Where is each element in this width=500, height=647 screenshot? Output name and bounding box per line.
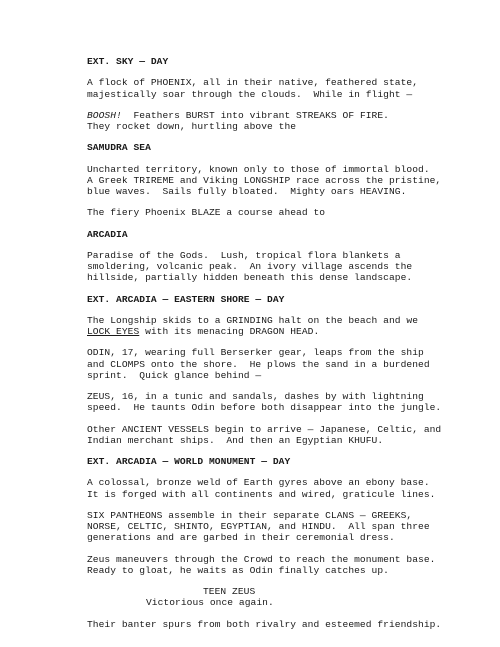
action-boosh-line2: They rocket down, hurtling above the [87,121,297,132]
boosh-rest: Feathers BURST into vibrant STREAKS OF FIRE. [121,109,389,121]
action-phoenix-line1: A flock of PHOENIX, all in their native, feathered state, [87,77,419,89]
action-pantheons-line2: NORSE, CELTIC, SHINTO, EGYPTIAN, and HINDU. All span three [87,521,430,533]
action-pantheons-line1: SIX PANTHEONS assemble in their separate CLANS — GREEKS, [87,509,413,521]
action-monument-line1: A colossal, bronze weld of Earth gyres above an ebony base. [87,477,430,489]
action-odin-line1: ODIN, 17, wearing full Berserker gear, leaps from the ship [87,347,424,359]
action-pantheons-line3: generations and are garbed in their ceremonial dress. [87,532,395,544]
action-blaze: The fiery Phoenix BLAZE a course ahead to [87,207,326,219]
action-banter: Their banter spurs from both rivalry and esteemed friendship. [87,618,442,630]
action-vessels-line2: Indian merchant ships. And then an Egyptian KHUFU. [87,434,384,446]
action-boosh-line1 [87,110,389,122]
action-samudra-line1: Uncharted territory, known only to those of immortal blood. [87,163,430,175]
lock-eyes-text: LOCK EYES [87,326,140,338]
action-arcadia-line3: hillside, partially hidden beneath this dense landscape. [87,272,413,284]
scene-heading-sky: EXT. SKY — DAY [87,56,169,67]
action-zeus-monument-line1: Zeus maneuvers through the Crowd to reach the monument base. [87,553,436,565]
dialogue-teen-zeus: Victorious once again. [146,597,274,609]
action-arcadia-line2: smoldering, volcanic peak. An ivory village ascends the [87,261,413,273]
action-odin-line3: sprint. Quick glance behind — [87,369,262,381]
scene-heading-eastern-shore: EXT. ARCADIA — EASTERN SHORE — DAY [87,293,285,305]
action-longship-line1: The Longship skids to a GRINDING halt on the beach and we [87,314,419,326]
action-samudra-line2: A Greek TRIREME and Viking LONGSHIP race across the pristine, [87,174,442,186]
longship-rest: with its menacing DRAGON HEAD. [139,326,320,338]
action-phoenix-line2: majestically soar through the clouds. While in flight — [87,88,413,100]
action-odin-line2: and CLOMPS onto the shore. He plows the sand in a burdened [87,358,430,370]
action-zeus-line1: ZEUS, 16, in a tunic and sandals, dashes by with lightning [87,391,424,403]
character-cue-teen-zeus: TEEN ZEUS [203,586,256,598]
action-vessels-line1: Other ANCIENT VESSELS begin to arrive — Japanese, Celtic, and [87,423,442,435]
action-monument-line2: It is forged with all continents and wired, graticule lines. [87,488,436,500]
scene-heading-arcadia: ARCADIA [87,228,128,240]
boosh-text: BOOSH! [87,109,122,121]
action-arcadia-line1: Paradise of the Gods. Lush, tropical flora blankets a [87,249,401,261]
scene-heading-samudra: SAMUDRA SEA [87,142,151,154]
action-zeus-line2: speed. He taunts Odin before both disappear into the jungle. [87,402,442,414]
scene-heading-world-monument: EXT. ARCADIA — WORLD MONUMENT — DAY [87,456,291,468]
action-longship-line2 [87,326,319,338]
action-samudra-line3: blue waves. Sails fully bloated. Mighty oars HEAVING. [87,186,407,197]
action-zeus-monument-line2: Ready to gloat, he waits as Odin finally catches up. [87,564,389,576]
